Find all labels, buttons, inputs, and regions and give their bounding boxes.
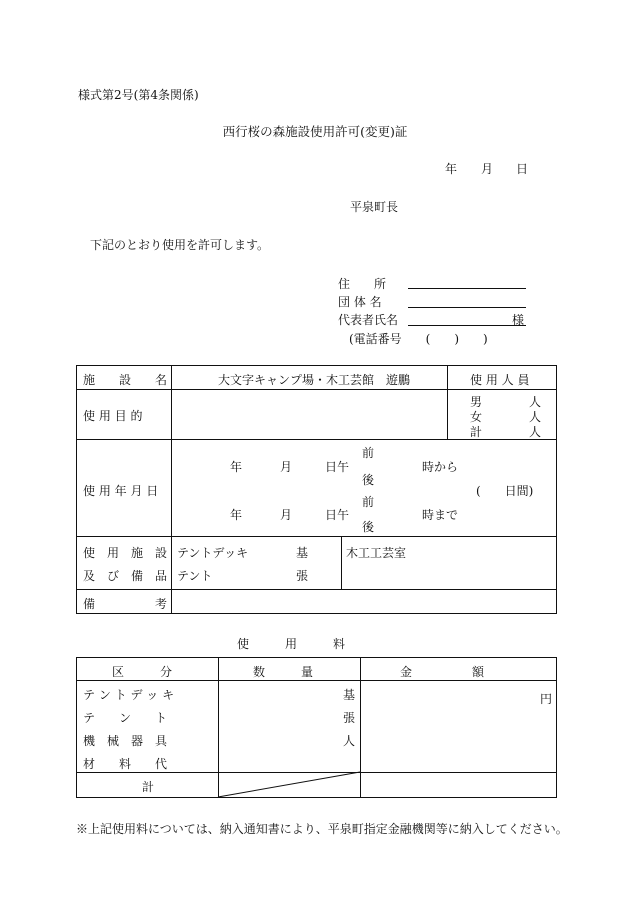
tent-deck-unit: 基	[296, 546, 309, 560]
tent-deck-label: テントデッキ	[177, 546, 249, 560]
group-label: 団 体 名	[338, 295, 382, 309]
female-label: 女	[470, 410, 483, 424]
honorific-sama: 様	[512, 313, 525, 327]
rep-label: 代表者氏名	[338, 313, 399, 327]
fee-row-unit: 人	[343, 734, 356, 748]
fee-row-label: テ ン ト	[83, 711, 168, 725]
fee-row-label: テ ン ト デ ッ キ	[83, 688, 175, 702]
fee-col-category: 区 分	[112, 665, 173, 679]
female-unit: 人	[529, 410, 542, 424]
end-year: 年	[230, 508, 243, 522]
total-label: 計	[470, 425, 483, 439]
date-label: 使 用 年 月 日	[83, 484, 159, 498]
phone-label: (電話番号 ( ) )	[349, 332, 488, 346]
fee-row-unit: 基	[343, 688, 356, 702]
address-label: 住 所	[338, 277, 387, 291]
form-number: 様式第2号(第4条関係)	[78, 88, 199, 102]
equipment-label-2: 及 び 備 品	[83, 569, 168, 583]
fee-col-amount: 金 額	[400, 665, 485, 679]
document-title: 西行桜の森施設使用許可(変更)証	[222, 124, 408, 139]
intro-text: 下記のとおり使用を許可します。	[90, 238, 270, 252]
fee-total-label: 計	[142, 780, 155, 794]
fee-title: 使 用 料	[237, 637, 346, 651]
yen-unit: 円	[540, 692, 553, 706]
users-label: 使 用 人 員	[470, 373, 530, 387]
fee-row-unit: 張	[343, 711, 356, 725]
issuer: 平泉町長	[350, 200, 399, 214]
male-label: 男	[470, 395, 483, 409]
end-month: 月	[280, 508, 293, 522]
start-after: 後	[362, 473, 375, 487]
fee-row-label: 機 械 器 具	[83, 734, 168, 748]
male-unit: 人	[529, 395, 542, 409]
date-day: 日	[516, 162, 529, 176]
start-month: 月	[280, 460, 293, 474]
facility-label: 施 設 名	[83, 373, 168, 387]
purpose-label: 使 用 目 的	[83, 409, 143, 423]
start-year: 年	[230, 460, 243, 474]
fee-col-quantity: 数 量	[253, 665, 314, 679]
equipment-label-1: 使 用 施 設	[83, 546, 168, 560]
end-before: 前	[362, 495, 375, 509]
start-from: 時から	[422, 460, 459, 474]
total-unit: 人	[529, 425, 542, 439]
date-year: 年	[445, 162, 458, 176]
days-count: ( 日間)	[476, 484, 534, 498]
end-after: 後	[362, 520, 375, 534]
end-day: 日午	[325, 508, 350, 522]
facility-value: 大文字キャンプ場・木工芸館 遊鵬	[218, 373, 411, 387]
end-until: 時まで	[422, 508, 459, 522]
start-day: 日午	[325, 460, 350, 474]
payment-note: ※上記使用料については、納入通知書により、平泉町指定金融機関等に納入してください。	[76, 822, 568, 836]
remarks-label: 備 考	[83, 597, 168, 611]
fee-row-label: 材 料 代	[83, 757, 168, 771]
tent-label: テント	[177, 569, 213, 583]
start-before: 前	[362, 446, 375, 460]
tent-unit: 張	[296, 569, 309, 583]
woodwork-room: 木工工芸室	[346, 546, 407, 560]
date-month: 月	[481, 162, 494, 176]
